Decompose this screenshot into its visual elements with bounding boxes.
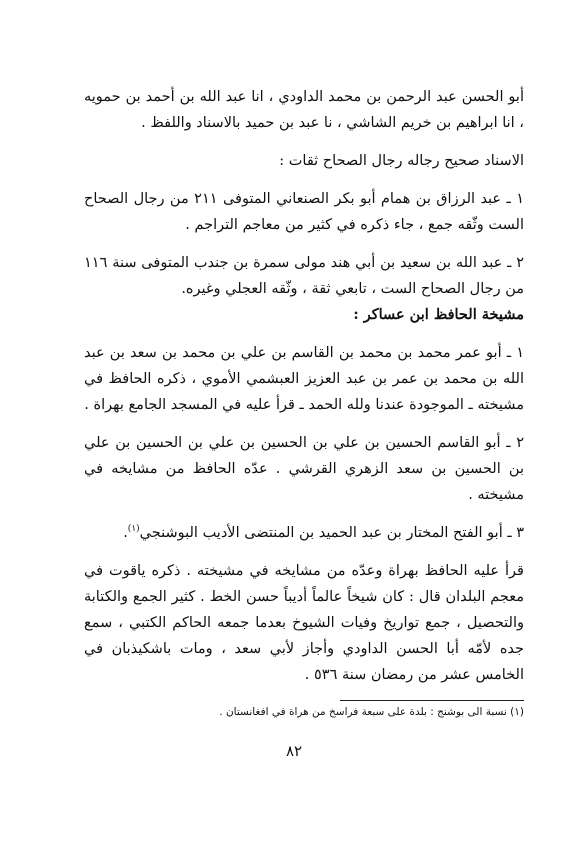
- section-heading: مشيخة الحافظ ابن عساكر :: [353, 306, 524, 323]
- paragraph-isnad-verdict: الاسناد صحيح رجاله رجال الصحاح ثقات :: [279, 153, 524, 169]
- footnote: (١) نسبة الى بوشنج : بلدة على سبعة فراسخ من هراة في افغانستان .: [219, 706, 524, 718]
- paragraph-narrator-1: ١ ـ عبد الرزاق بن همام أبو بكر الصنعاني المتوفى ٢١١ من رجال الصحاح الست وثّقه جمع ، جاء ذكره في كثير من معاجم التراجم .: [84, 191, 524, 233]
- paragraph-sheikh-1: ١ ـ أبو عمر محمد بن محمد بن القاسم بن علي بن محمد بن سعد بن عبد الله بن محمد بن عمر بن عبد العزيز العبشمي الأموي ، ذكره الحافظ في مشيخته ـ الموجودة عندنا ولله الحمد ـ قرأ عليه في المسجد الجامع بهراة .: [84, 345, 524, 413]
- footnote-divider: [340, 700, 524, 701]
- sheikh-3-text: ٣ ـ أبو الفتح المختار بن عبد الحميد بن المنتضى الأديب البوشنجي: [139, 525, 524, 541]
- sheikh-3-end: .: [123, 525, 128, 541]
- paragraph-isnad-chain: أبو الحسن عبد الرحمن بن محمد الداودي ، انا عبد الله بن أحمد بن حمويه ، انا ابراهيم بن خريم الشاشي ، نا عبد بن حميد بالاسناد واللفظ .: [84, 89, 524, 131]
- page-number: ٨٢: [285, 742, 303, 760]
- paragraph-sheikh-3-details: قرأ عليه الحافظ بهراة وعدّه من مشايخه في مشيخته . ذكره ياقوت في معجم البلدان قال : كان شيخاً عالماً أديباً حسن الخط . كثير الجمع والكتابة والتحصيل ، جمع تواريخ وفيات الشيوخ بعدما جمعه الحاكم الكتبي ، سمع جده لأمّه أبا الحسن الداودي وأجاز لأبي سعد ، ومات باشكيذبان في الخامس عشر من رمضان سنة ٥٣٦ .: [84, 563, 524, 683]
- paragraph-sheikh-2: ٢ ـ أبو القاسم الحسين بن علي بن الحسين بن علي بن الحسين بن علي بن الحسين بن سعد الزهري القرشي . عدّه الحافظ من مشايخه في مشيخته .: [84, 435, 524, 503]
- paragraph-narrator-2: ٢ ـ عبد الله بن سعيد بن أبي هند مولى سمرة بن جندب المتوفى سنة ١١٦ من رجال الصحاح الست ، تابعي ثقة ، وثّقه العجلي وغيره.: [84, 255, 524, 297]
- paragraph-sheikh-3: [84, 520, 524, 546]
- page-body: [84, 84, 524, 688]
- footnote-reference: (١): [127, 524, 140, 535]
